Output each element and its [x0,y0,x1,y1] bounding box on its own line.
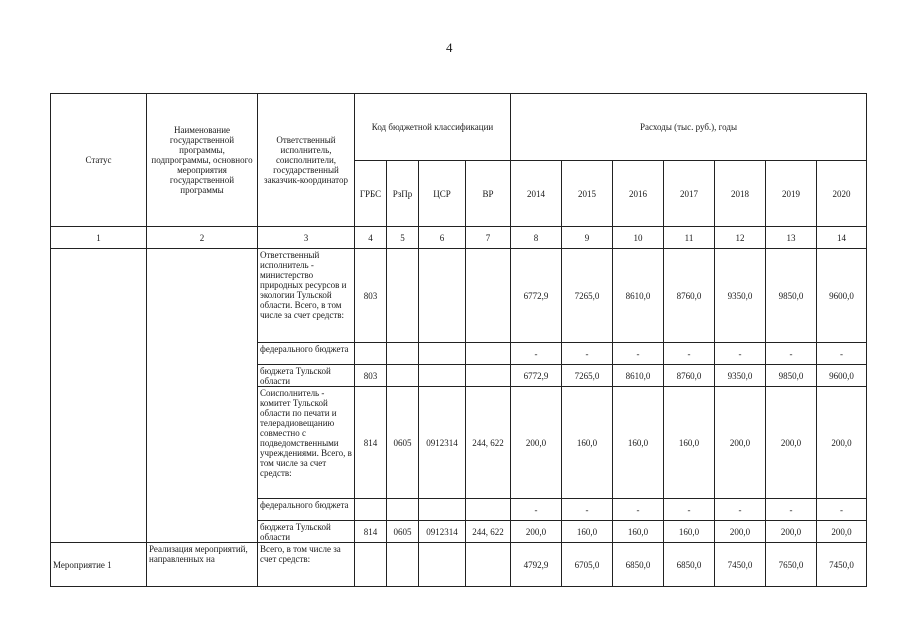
rzpr-cell [387,249,419,343]
table-row [51,249,867,343]
value-cell: - [613,499,664,521]
grbs-cell [355,543,387,587]
value-cell: 8760,0 [664,249,715,343]
value-cell: - [766,343,817,365]
column-number: 5 [387,227,419,249]
vr-cell [466,365,511,387]
header-grbs: ГРБС [355,161,387,227]
value-cell: - [715,343,766,365]
column-number: 14 [817,227,867,249]
value-cell: - [511,499,562,521]
header-budget-code: Код бюджетной классификации [355,94,511,161]
value-cell: - [766,499,817,521]
value-cell: 9350,0 [715,365,766,387]
csr-cell: 0912314 [419,521,466,543]
column-number: 3 [258,227,355,249]
value-cell: - [562,499,613,521]
rzpr-cell [387,499,419,521]
value-cell: 200,0 [817,387,867,499]
grbs-cell [355,499,387,521]
csr-cell: 0912314 [419,387,466,499]
header-year: 2015 [562,161,613,227]
column-number: 6 [419,227,466,249]
value-cell: 200,0 [511,387,562,499]
column-number: 9 [562,227,613,249]
header-year: 2014 [511,161,562,227]
rzpr-cell [387,365,419,387]
vr-cell: 244, 622 [466,387,511,499]
value-cell: 6705,0 [562,543,613,587]
header-responsible: Ответственный исполнитель, соисполнители, государственный заказчик-координатор [258,94,355,227]
responsible-cell: федерального бюджета [258,499,355,521]
header-row-1 [51,94,867,161]
value-cell: 9850,0 [766,249,817,343]
grbs-cell [355,343,387,365]
grbs-cell: 814 [355,387,387,499]
responsible-cell: Всего, в том числе за счет средств: [258,543,355,587]
csr-cell [419,365,466,387]
value-cell: 160,0 [664,521,715,543]
value-cell: 8610,0 [613,365,664,387]
value-cell: 4792,9 [511,543,562,587]
responsible-cell: Ответственный исполнитель - министерство природных ресурсов и экологии Тульской области. Всего, в том числе за счет средств: [258,249,355,343]
column-number: 7 [466,227,511,249]
status-cell [51,249,147,543]
value-cell: - [613,343,664,365]
header-year: 2018 [715,161,766,227]
column-number: 2 [147,227,258,249]
table-row [51,543,867,587]
column-number: 4 [355,227,387,249]
value-cell: 200,0 [817,521,867,543]
csr-cell [419,543,466,587]
value-cell: 7450,0 [817,543,867,587]
value-cell: - [511,343,562,365]
value-cell: - [817,343,867,365]
grbs-cell: 803 [355,249,387,343]
value-cell: 200,0 [715,387,766,499]
vr-cell [466,499,511,521]
column-number: 12 [715,227,766,249]
value-cell: 6850,0 [613,543,664,587]
vr-cell: 244, 622 [466,521,511,543]
column-number: 1 [51,227,147,249]
page-number: 4 [446,40,453,55]
rzpr-cell [387,543,419,587]
value-cell: 8610,0 [613,249,664,343]
grbs-cell: 803 [355,365,387,387]
value-cell: - [664,499,715,521]
vr-cell [466,343,511,365]
status-cell: Мероприятие 1 [51,543,147,587]
value-cell: 6772,9 [511,365,562,387]
value-cell: 8760,0 [664,365,715,387]
header-program-name: Наименование государственной программы, подпрограммы, основного мероприятия государственной программы [147,94,258,227]
value-cell: 9600,0 [817,365,867,387]
value-cell: 9600,0 [817,249,867,343]
value-cell: 9350,0 [715,249,766,343]
header-year: 2020 [817,161,867,227]
value-cell: - [817,499,867,521]
value-cell: 6850,0 [664,543,715,587]
value-cell: 7265,0 [562,365,613,387]
value-cell: 200,0 [715,521,766,543]
header-csr: ЦСР [419,161,466,227]
value-cell: 160,0 [613,387,664,499]
value-cell: 160,0 [613,521,664,543]
value-cell: 160,0 [562,521,613,543]
value-cell: 200,0 [511,521,562,543]
program-name-cell [147,249,258,543]
value-cell: 200,0 [766,521,817,543]
rzpr-cell: 0605 [387,387,419,499]
value-cell: 7450,0 [715,543,766,587]
responsible-cell: федерального бюджета [258,343,355,365]
value-cell: 9850,0 [766,365,817,387]
value-cell: 7265,0 [562,249,613,343]
rzpr-cell: 0605 [387,521,419,543]
responsible-cell: бюджета Тульской области [258,365,355,387]
value-cell: 200,0 [766,387,817,499]
column-number-row [51,227,867,249]
header-expenses: Расходы (тыс. руб.), годы [511,94,867,161]
value-cell: 160,0 [562,387,613,499]
value-cell: 6772,9 [511,249,562,343]
header-status: Статус [51,94,147,227]
csr-cell [419,499,466,521]
column-number: 11 [664,227,715,249]
vr-cell [466,249,511,343]
budget-table [50,93,867,587]
value-cell: - [715,499,766,521]
vr-cell [466,543,511,587]
column-number: 13 [766,227,817,249]
value-cell: 160,0 [664,387,715,499]
program-name-cell: Реализация мероприятий, направленных на [147,543,258,587]
responsible-cell: Соисполнитель - комитет Тульской области по печати и телерадиовещанию совместно с подведомственными учреждениями. Всего, в том числе за счет средств: [258,387,355,499]
value-cell: 7650,0 [766,543,817,587]
value-cell: - [562,343,613,365]
header-year: 2016 [613,161,664,227]
csr-cell [419,343,466,365]
header-year: 2019 [766,161,817,227]
header-vr: ВР [466,161,511,227]
header-rzpr: РзПр [387,161,419,227]
csr-cell [419,249,466,343]
header-year: 2017 [664,161,715,227]
value-cell: - [664,343,715,365]
column-number: 10 [613,227,664,249]
column-number: 8 [511,227,562,249]
grbs-cell: 814 [355,521,387,543]
rzpr-cell [387,343,419,365]
responsible-cell: бюджета Тульской области [258,521,355,543]
